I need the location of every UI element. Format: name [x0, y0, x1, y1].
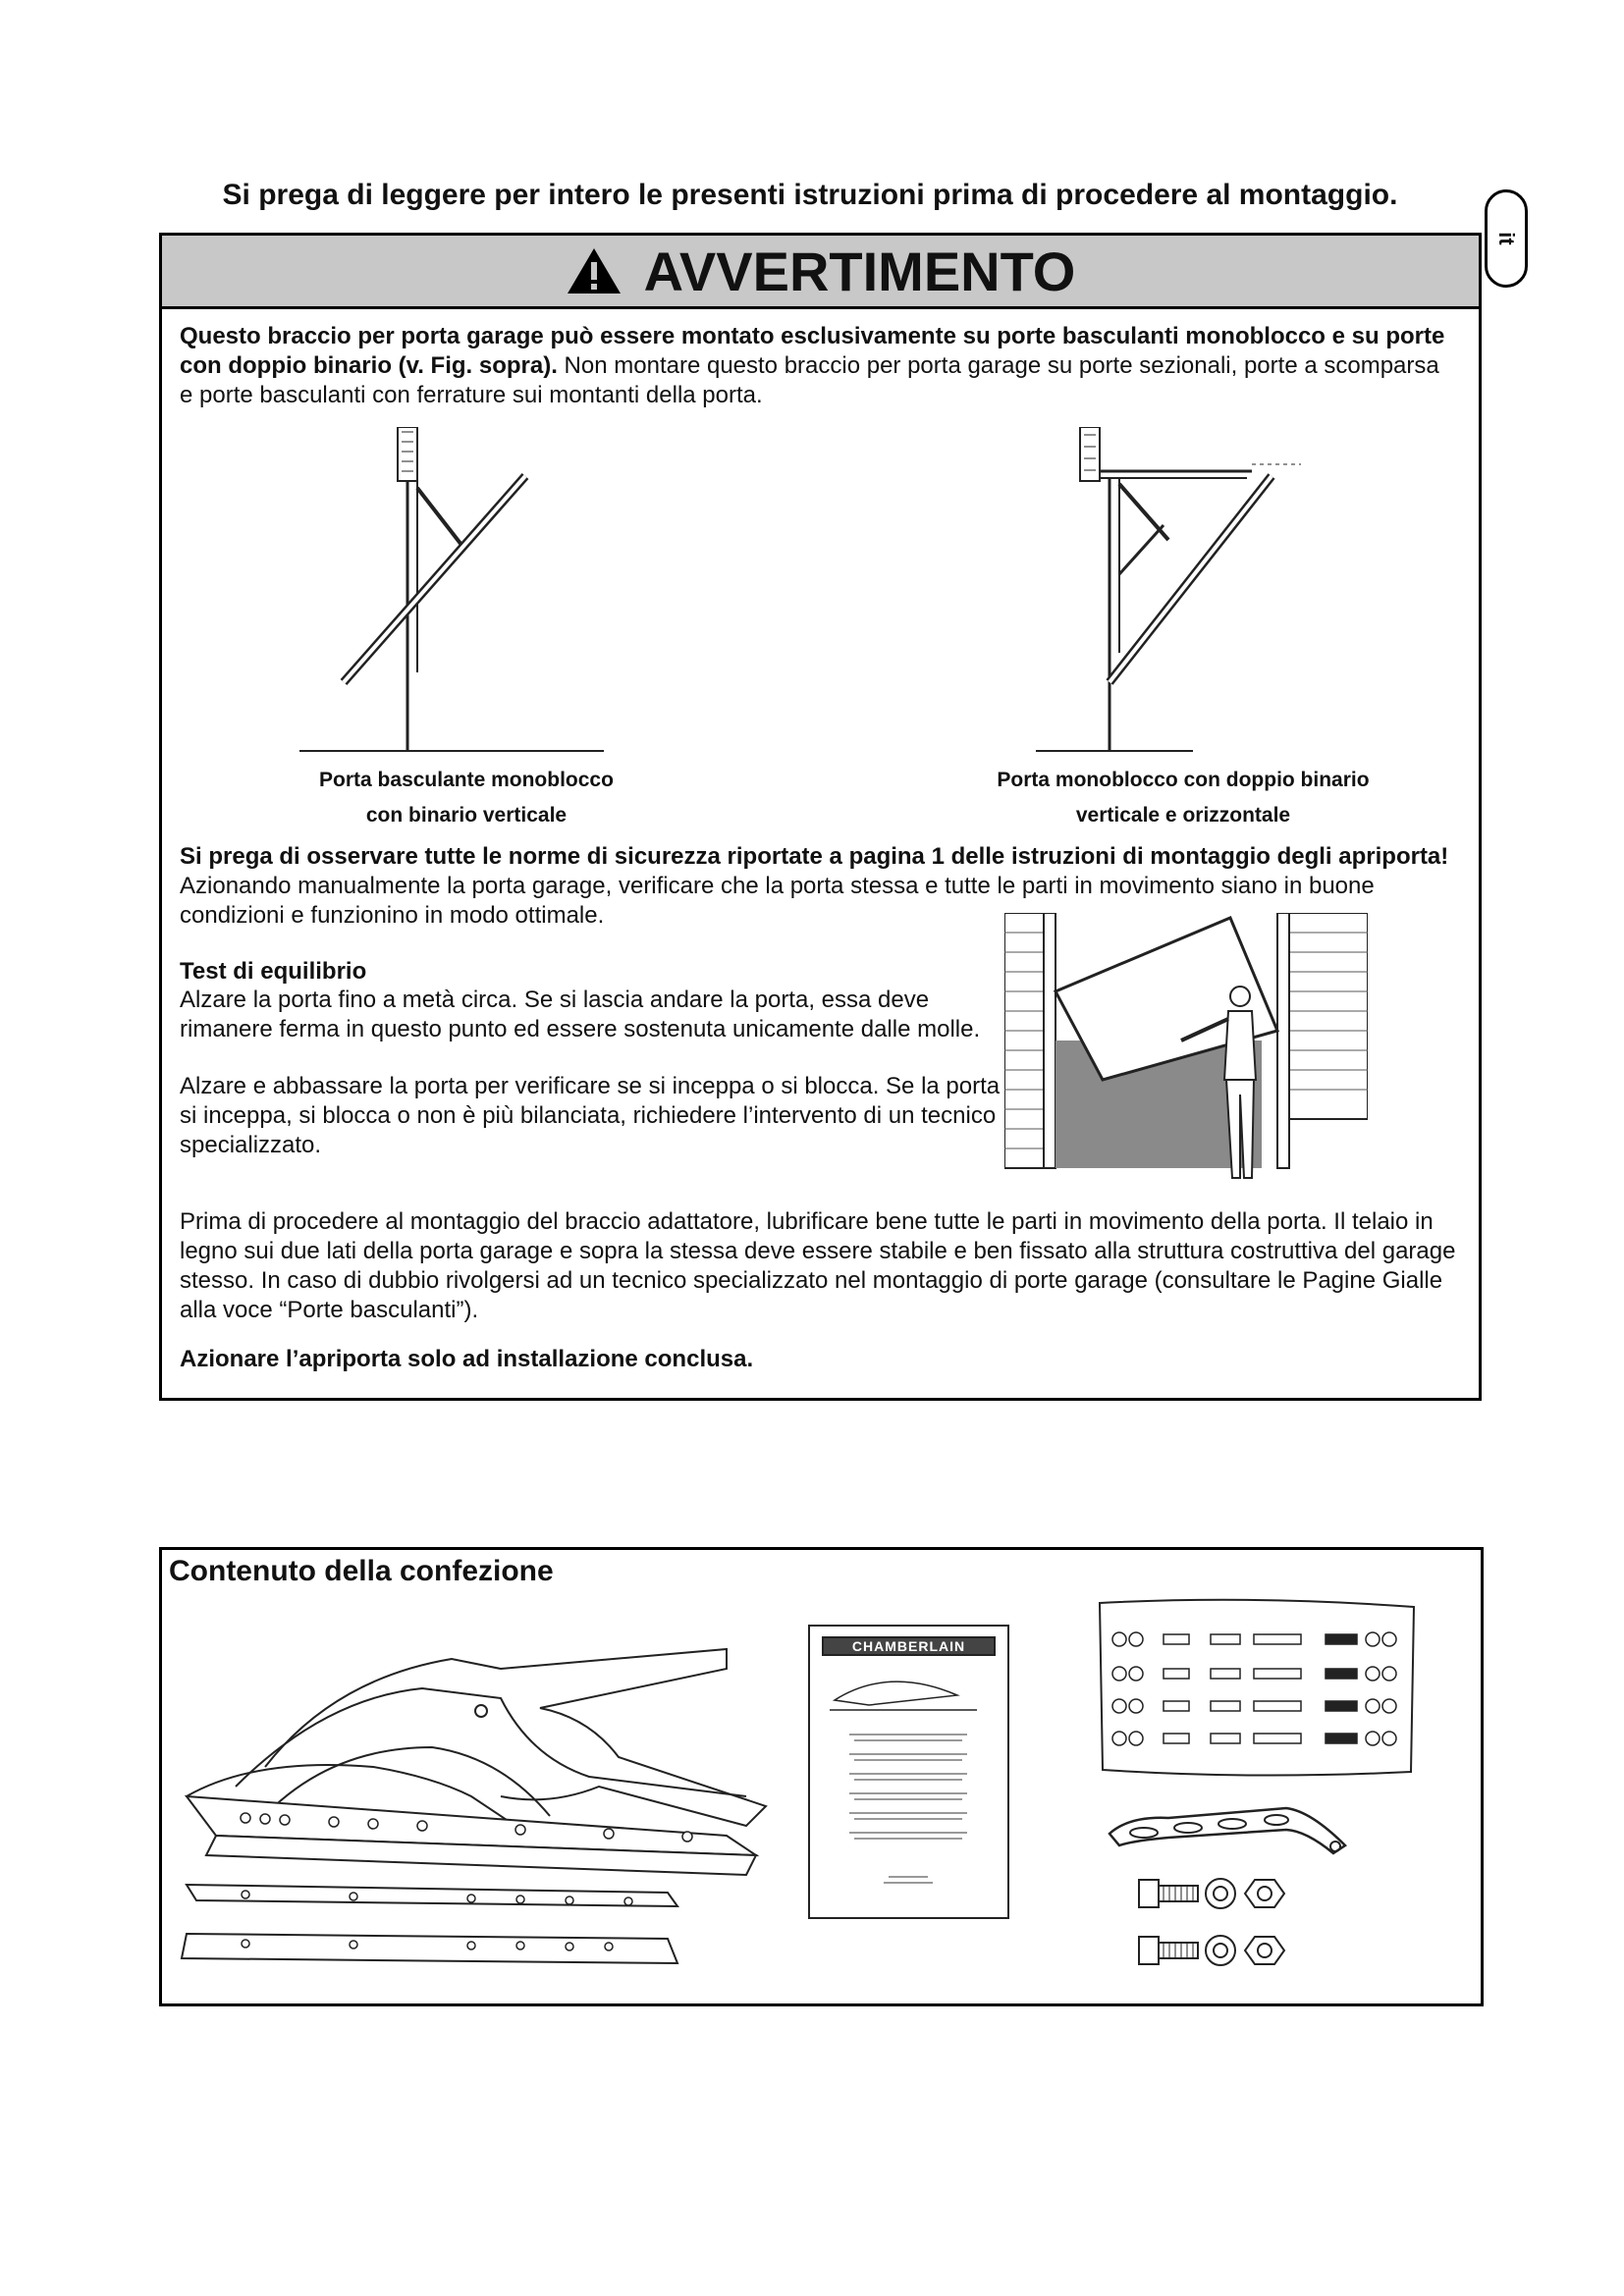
warning-box: [159, 233, 1482, 1401]
final-warning: Azionare l’apriporta solo ad installazione conclusa.: [180, 1346, 754, 1372]
fig-single-track-door: [299, 427, 633, 761]
lubricate-text: Prima di procedere al montaggio del braccio adattatore, lubrificare bene tutte le parti in movimento della porta. Il telaio in legno sui due lati della porta garage e sopra la stessa deve essere stabile e ben fissato alla struttura costruttiva del garage stesso. In caso di dubbio rivolgersi ad un tecnico specializzato nel montaggio di porte garage (consultare le Pagine Gialle alla voce “Porte basculanti”).: [180, 1208, 1456, 1323]
balance-text-2: Alzare e abbassare la porta per verificare se si inceppa o si blocca. Se la porta si inceppa, si blocca o non è più bilanciata, richiedere l’intervento di un tecnico specializzato.: [180, 1073, 1001, 1158]
warning-triangle-icon: [566, 246, 623, 295]
fig2-caption: Porta monoblocco con doppio binario verticale e orizzontale: [997, 769, 1370, 827]
balance-text-1: Alzare la porta fino a metà circa. Se si lascia andare la porta, essa deve rimanere ferma in questo punto ed essere sostenuta unicamente dalle molle.: [180, 987, 981, 1042]
safety-text: Si prega di osservare tutte le norme di sicurezza riportate a pagina 1 delle istruzioni di montaggio degli apriporta! Azionando manualmente la porta garage, verificare che la porta stessa e tutte le parti in movimento siano in buone condizioni e funzionino in modo ottimale.: [180, 843, 1449, 929]
fig-rail-assembly: [177, 1639, 785, 1993]
fig-bolts-nuts: [1134, 1870, 1311, 1983]
fig-balance-test: [1004, 913, 1368, 1193]
warning-header: [162, 236, 1479, 309]
package-title: Contenuto della confezione: [169, 1555, 554, 1587]
manual-brand: CHAMBERLAIN: [822, 1636, 996, 1656]
fig-double-track-door: [1036, 427, 1350, 761]
fig1-caption: Porta basculante monoblocco con binario verticale: [319, 769, 614, 827]
language-tab: it: [1485, 189, 1528, 288]
warning-heading: AVVERTIMENTO: [643, 240, 1076, 302]
fig-bent-bracket: [1100, 1796, 1355, 1865]
fig-hardware-bag: [1095, 1595, 1419, 1782]
balance-heading: Test di equilibrio: [180, 958, 367, 985]
warning-intro: Questo braccio per porta garage può essere montato esclusivamente su porte basculanti monoblocco e su porte con doppio binario (v. Fig. sopra). Non montare questo braccio per porta garage su porte sezionali, porte a scomparsa e porte basculanti con ferrature sui montanti della porta.: [180, 323, 1445, 408]
manual-booklet: [808, 1625, 1009, 1919]
page-title: Si prega di leggere per intero le presenti istruzioni prima di procedere al montaggio.: [222, 179, 1398, 211]
